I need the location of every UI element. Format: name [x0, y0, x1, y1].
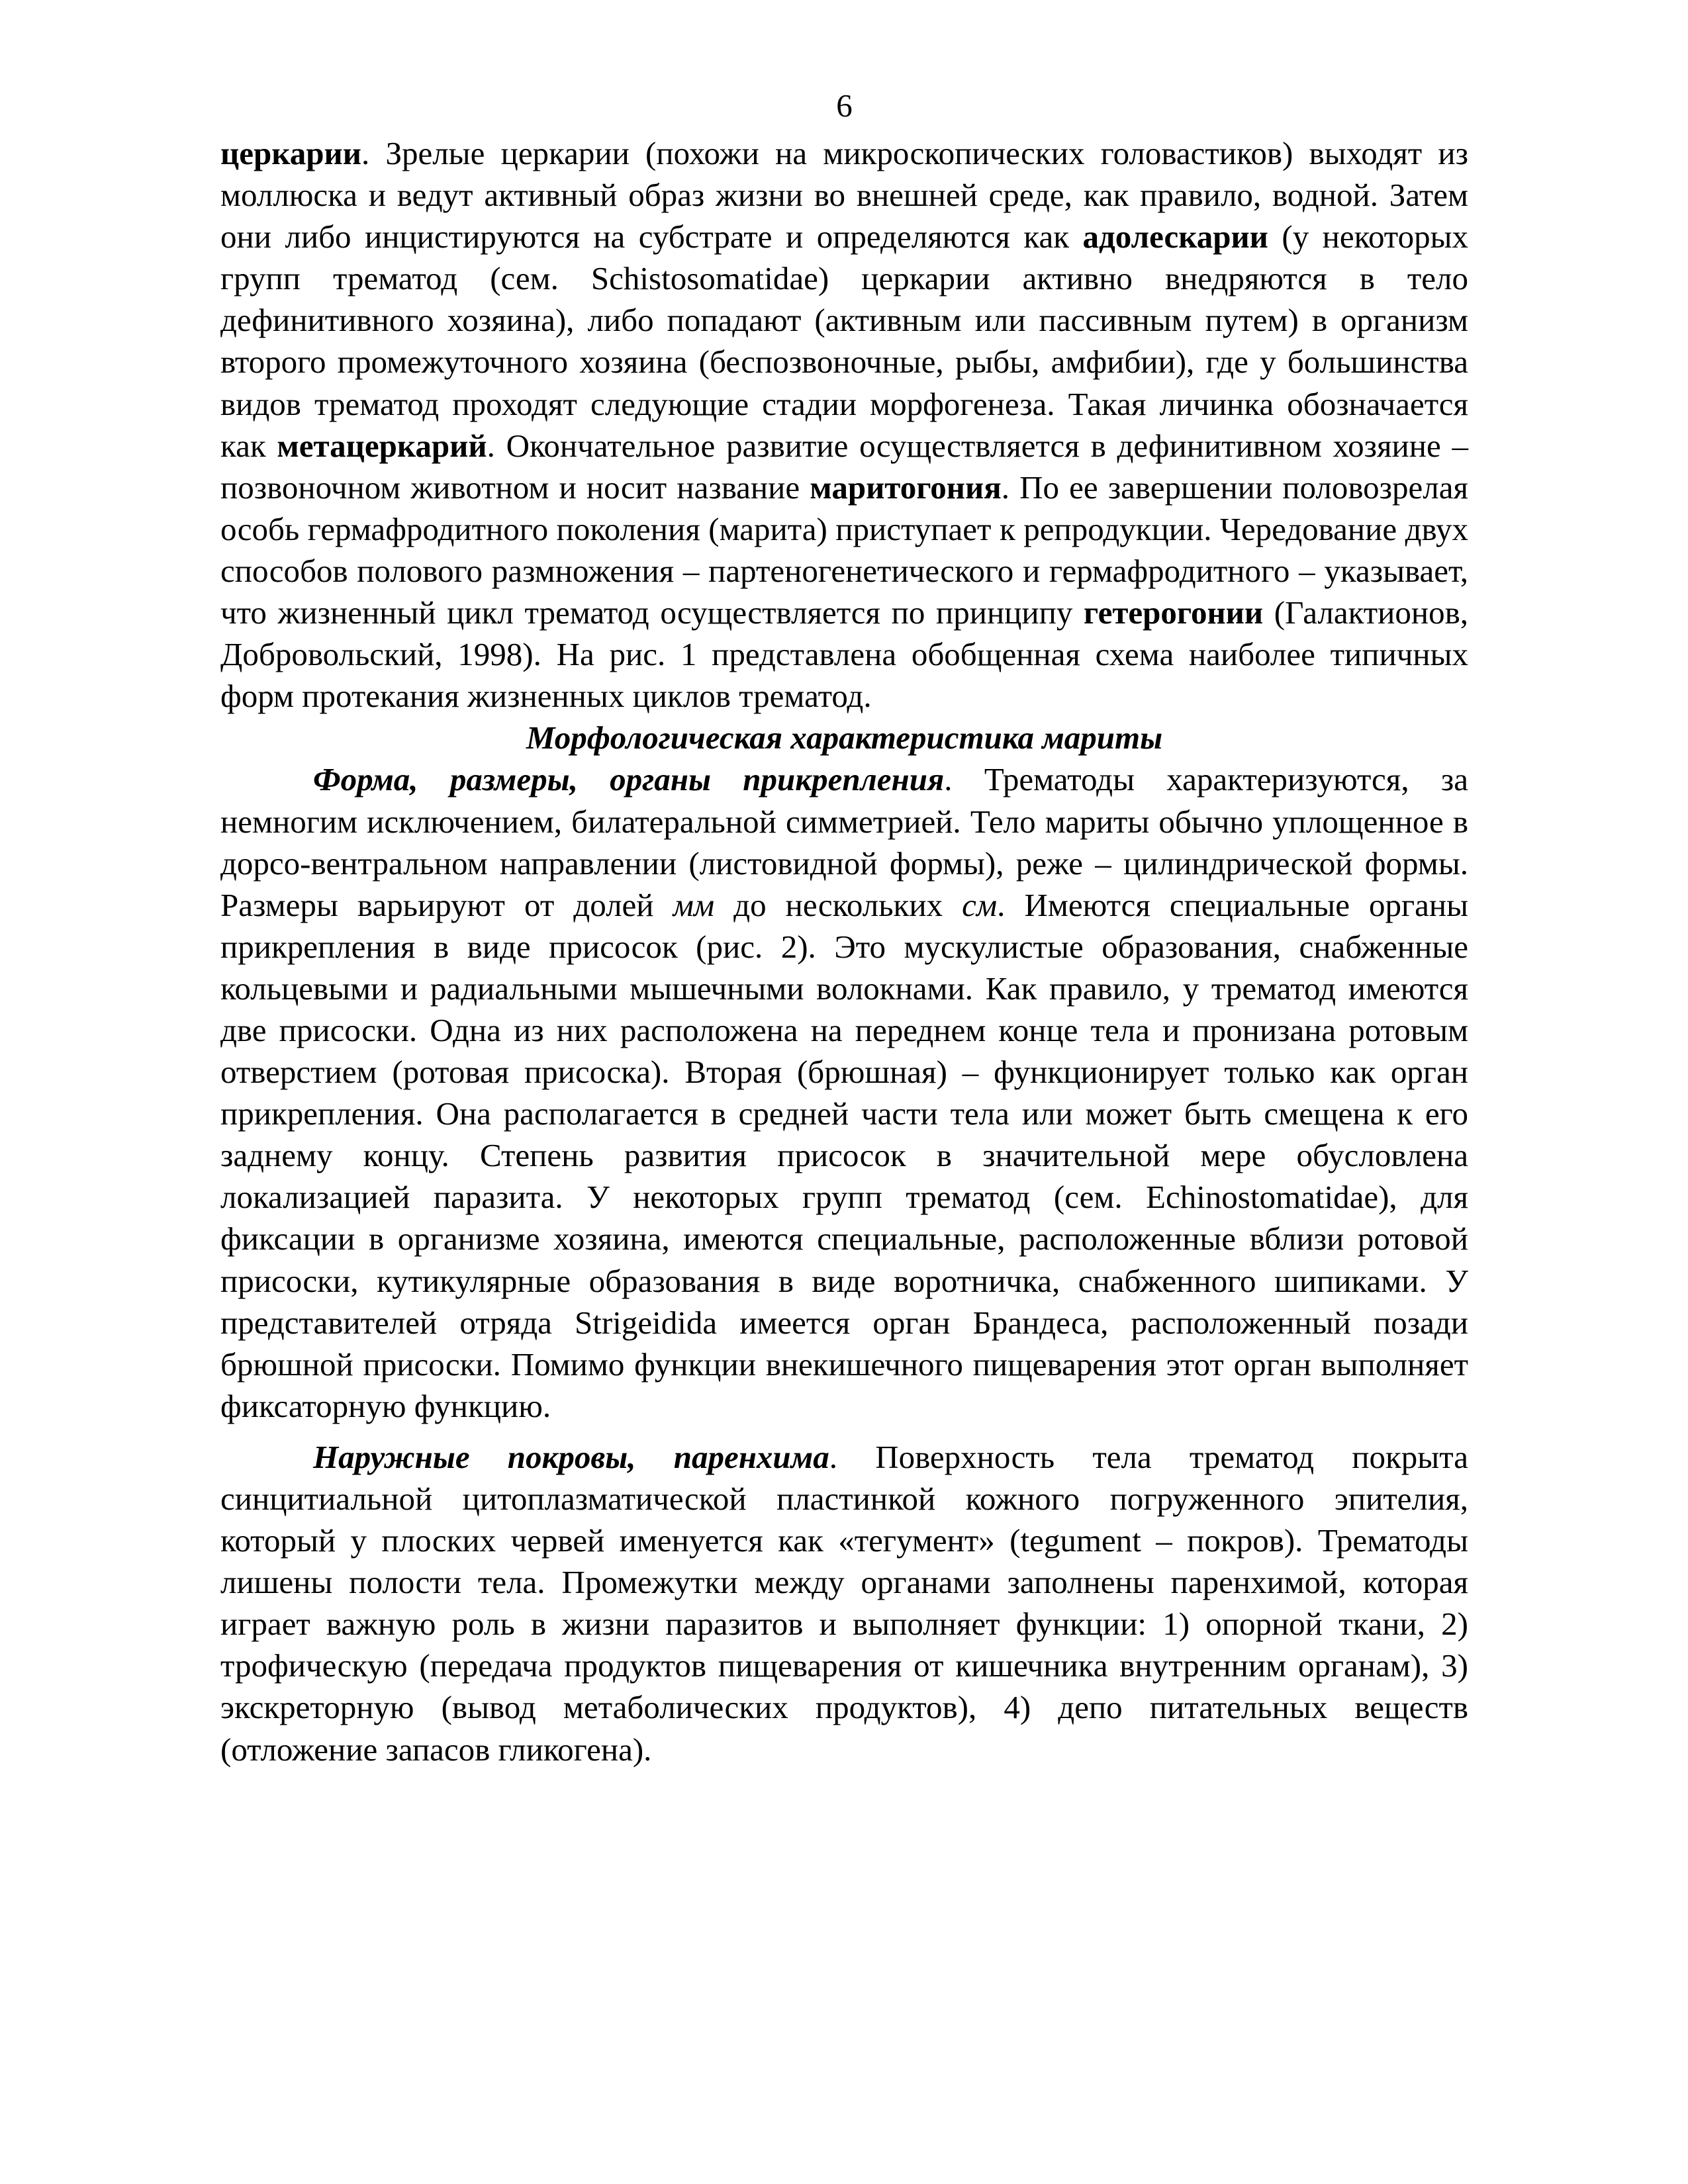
subheading-form-size: Форма, размеры, органы прикрепления	[313, 761, 945, 798]
term-metacercariae: метацеркарий	[277, 427, 487, 464]
term-cercariae: церкарии	[220, 135, 361, 171]
text-run: . Поверхность тела трематод покрыта синцитиальной цитоплазматической пластинкой кожного погруженного эпителия, который у плоских червей именуется как «тегумент» (tegument – покров). Трематоды лишены полости тела. Промежутки между органами заполнены паренхимой, которая играет важную роль в жизни паразитов и выполняет функции: 1) опорной ткани, 2) трофическую (передача продуктов пищеварения от кишечника внутренним органам), 3) экскреторную (вывод метаболических продуктов), 4) депо питательных веществ (отложение запасов гликогена).	[220, 1438, 1468, 1768]
paragraph-life-cycle	[220, 132, 1468, 717]
text-run: . По ее завершении половозрелая особь гермафродитного поколения (марита) приступает к репродукции. Чередование двух способов полового размножения – партеногенетического и гермафродитного – указывает, что жизненный цикл трематод осуществляется по принципу	[220, 469, 1469, 631]
term-maritogony: маритогония	[810, 469, 1002, 506]
subheading-tegument: Наружные покровы, паренхима	[313, 1438, 829, 1475]
text-run: . Зрелые церкарии (похожи на микроскопических головастиков) выходят из моллюска и ведут активный образ жизни во внешней среде, как правило, водной. Затем они либо инцистируются на субстрате и определяются как	[220, 135, 1468, 255]
section-heading: Морфологическая характеристика мариты	[526, 719, 1163, 756]
text-run: . Трематоды характеризуются, за немногим исключением, билатеральной симметрией. Тело мариты обычно уплощенное в дорсо-вентральном направлении (листовидной формы), реже – цилиндрической формы. Размеры варьируют от долей	[220, 761, 1469, 923]
paragraph-form-size	[220, 758, 1468, 1427]
page-content	[220, 86, 1468, 1770]
text-run: (у некоторых групп трематод (сем. Schistosomatidae) церкарии активно внедряются в тело дефинитивного хозяина), либо попадают (активным или пассивным путем) в организм второго промежуточного хозяина (беспозвоночные, рыбы, амфибии), где у большинства видов трематод проходят следующие стадии морфогенеза. Такая личинка обозначается как	[220, 218, 1468, 464]
text-run: . Окончательное развитие осуществляется в дефинитивном хозяине – позвоночном животном и носит название	[220, 427, 1468, 506]
text-run: до нескольких	[714, 886, 962, 923]
text-run: (Галактионов, Добровольский, 1998). На рис. 1 представлена обобщенная схема наиболее типичных форм протекания жизненных циклов трематод.	[220, 594, 1468, 715]
page-number: 6	[836, 87, 853, 124]
unit-mm: мм	[673, 886, 715, 923]
term-adolescariae: адолескарии	[1082, 218, 1268, 255]
unit-cm: см	[962, 886, 998, 923]
text-run: . Имеются специальные органы прикрепления в виде присосок (рис. 2). Это мускулистые образования, снабженные кольцевыми и радиальными мышечными волокнами. Как правило, у трематод имеются две присоски. Одна из них расположена на переднем конце тела и пронизана ротовым отверстием (ротовая присоска). Вторая (брюшная) – функционирует только как орган прикрепления. Она располагается в средней части тела или может быть смещена к его заднему концу. Степень развития присосок в значительной мере обусловлена локализацией паразита. У некоторых групп трематод (сем. Echinostomatidae), для фиксации в организме хозяина, имеются специальные, расположенные вблизи ротовой присоски, кутикулярные образования в виде воротничка, снабженного шипиками. У представителей отряда Strigeidida имеется орган Брандеса, расположенный позади брюшной присоски. Помимо функции внекишечного пищеварения этот орган выполняет фиксаторную функцию.	[220, 886, 1469, 1424]
term-heterogony: гетерогонии	[1083, 594, 1264, 631]
paragraph-tegument	[220, 1436, 1468, 1770]
